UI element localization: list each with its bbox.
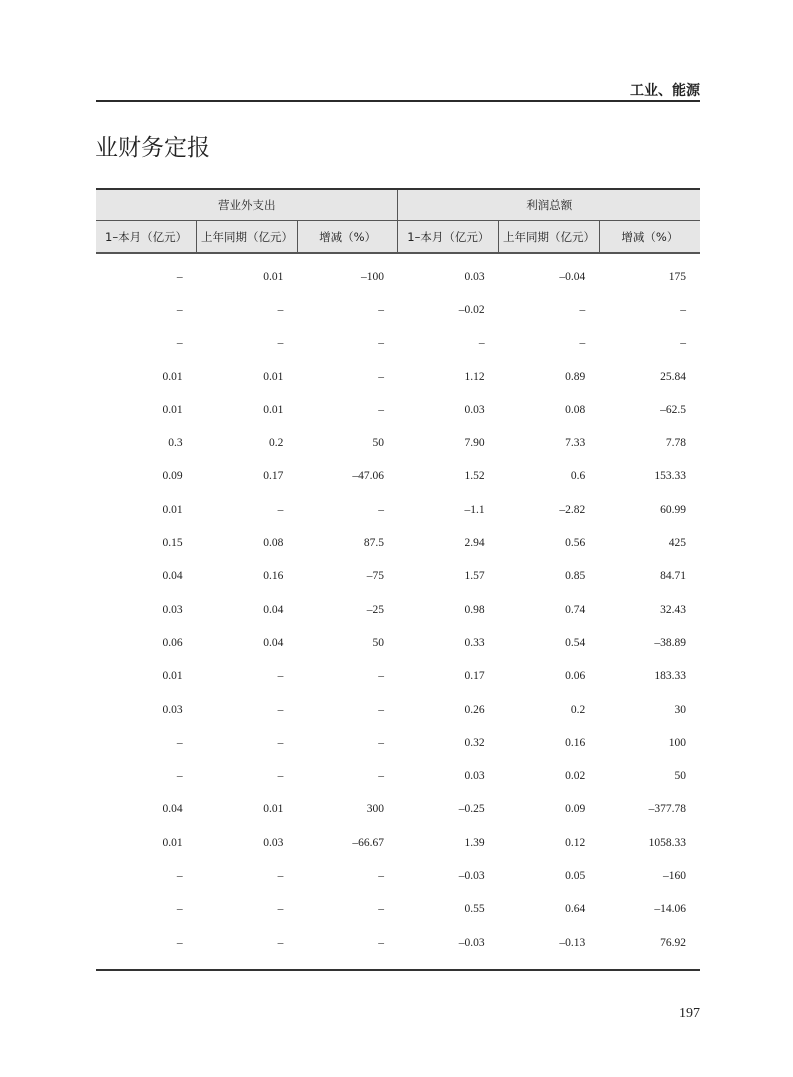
column-header: 上年同期（亿元） <box>197 221 298 254</box>
table-cell: –62.5 <box>660 403 686 416</box>
table-cell: 0.16 <box>565 736 586 749</box>
table-cell: 0.08 <box>565 403 586 416</box>
table-cell: 0.32 <box>464 736 485 749</box>
table-cell: – <box>579 303 586 316</box>
table-cell: –47.06 <box>352 470 384 483</box>
table-row <box>96 360 700 393</box>
table-cell: 1058.33 <box>648 836 686 849</box>
table-cell: 7.33 <box>565 437 586 450</box>
table-cell: 1.12 <box>464 370 485 383</box>
table-cell: – <box>277 703 284 716</box>
table-cell: 84.71 <box>660 570 686 583</box>
table-cell: –0.13 <box>559 936 586 949</box>
table-row <box>96 759 700 792</box>
table-row <box>96 826 700 859</box>
table-cell: 0.56 <box>565 537 586 550</box>
table-cell: 1.57 <box>464 570 485 583</box>
column-header: 上年同期（亿元） <box>499 221 600 254</box>
table-cell: – <box>176 736 183 749</box>
table-cell: – <box>277 936 284 949</box>
table-cell: 0.01 <box>263 403 284 416</box>
table-cell: – <box>378 903 384 916</box>
table-cell: 2.94 <box>464 537 485 550</box>
table-cell: 0.2 <box>268 437 284 450</box>
table-cell: – <box>378 337 384 350</box>
table-cell: 0.03 <box>263 836 284 849</box>
table-cell: – <box>378 936 384 949</box>
table-cell: 0.01 <box>162 836 183 849</box>
table-cell: – <box>378 703 384 716</box>
table-cell: 0.55 <box>464 903 485 916</box>
table-cell: 183.33 <box>654 670 686 683</box>
running-head: 工业、能源 <box>630 83 700 99</box>
column-header: 增减（%） <box>297 221 398 254</box>
table-cell: 0.01 <box>162 670 183 683</box>
table-cell: – <box>680 337 686 350</box>
table-row <box>96 526 700 559</box>
group-header-total-profit: 利润总额 <box>398 189 700 221</box>
table-cell: –75 <box>366 570 384 583</box>
table-cell: 87.5 <box>363 537 384 550</box>
financial-table <box>96 188 700 959</box>
table-row <box>96 560 700 593</box>
table-cell: 0.2 <box>570 703 586 716</box>
table-cell: 0.01 <box>162 503 183 516</box>
table-cell: – <box>579 337 586 350</box>
table-cell: –0.03 <box>458 869 485 882</box>
table-cell: 0.02 <box>565 770 586 783</box>
table-cell: 0.33 <box>464 636 485 649</box>
table-row <box>96 426 700 459</box>
table-cell: 50 <box>674 770 686 783</box>
table-cell: – <box>176 770 183 783</box>
table-cell: 300 <box>366 803 384 816</box>
table-row <box>96 393 700 426</box>
table-cell: 7.90 <box>464 437 485 450</box>
table-row <box>96 793 700 826</box>
page-number: 197 <box>679 1006 700 1021</box>
table-cell: – <box>176 903 183 916</box>
table-cell: – <box>277 303 284 316</box>
table-cell: 0.74 <box>565 603 586 616</box>
page-title: 业财务定报 <box>95 135 210 161</box>
table-cell: 0.08 <box>263 537 284 550</box>
table-cell: 0.09 <box>565 803 586 816</box>
table-cell: 1.39 <box>464 836 485 849</box>
table-cell: – <box>378 736 384 749</box>
column-header-row <box>96 221 700 254</box>
table-cell: –100 <box>360 270 384 283</box>
table-cell: –377.78 <box>648 803 686 816</box>
table-cell: 0.06 <box>162 636 183 649</box>
table-cell: 0.12 <box>565 836 586 849</box>
table-cell: – <box>378 869 384 882</box>
table-cell: 0.03 <box>162 603 183 616</box>
table-cell: 0.04 <box>162 803 183 816</box>
table-row <box>96 926 700 959</box>
table-cell: 0.17 <box>263 470 284 483</box>
table-cell: – <box>176 337 183 350</box>
table-cell: 30 <box>674 703 686 716</box>
table-row <box>96 660 700 693</box>
table-cell: 175 <box>668 270 686 283</box>
table-cell: –160 <box>663 869 686 882</box>
table-cell: 0.03 <box>464 770 485 783</box>
table-cell: 0.3 <box>168 437 183 450</box>
table-cell: 0.17 <box>464 670 485 683</box>
header-rule <box>96 100 700 102</box>
table-cell: –0.25 <box>458 803 485 816</box>
table-row <box>96 253 700 293</box>
table-cell: – <box>277 337 284 350</box>
table-cell: 25.84 <box>660 370 686 383</box>
table-cell: 32.43 <box>660 603 686 616</box>
table-cell: 425 <box>668 537 686 550</box>
table-cell: – <box>378 303 384 316</box>
column-header: 增减（%） <box>599 221 700 254</box>
table-cell: 0.03 <box>464 270 485 283</box>
table-cell: 0.04 <box>263 603 284 616</box>
table-cell: 0.04 <box>162 570 183 583</box>
table-cell: 50 <box>372 636 384 649</box>
table-row <box>96 693 700 726</box>
table-cell: –1.1 <box>464 503 485 516</box>
table-row <box>96 859 700 892</box>
table-cell: 0.01 <box>263 270 284 283</box>
table-cell: 0.6 <box>570 470 586 483</box>
table-cell: –38.89 <box>654 636 686 649</box>
table-cell: 153.33 <box>654 470 686 483</box>
table-cell: 0.85 <box>565 570 586 583</box>
table-cell: 100 <box>668 736 686 749</box>
table-row <box>96 327 700 360</box>
data-table <box>96 188 700 959</box>
table-cell: – <box>277 503 284 516</box>
table-cell: 0.98 <box>464 603 485 616</box>
table-cell: 0.54 <box>565 636 586 649</box>
table-cell: – <box>478 337 485 350</box>
table-bottom-rule <box>96 969 700 971</box>
table-cell: 0.03 <box>464 403 485 416</box>
table-cell: 0.05 <box>565 869 586 882</box>
table-row <box>96 893 700 926</box>
table-cell: 7.78 <box>665 437 686 450</box>
table-row <box>96 293 700 326</box>
group-header-row <box>96 189 700 221</box>
table-body <box>96 253 700 959</box>
column-header: 1–本月（亿元） <box>398 221 499 254</box>
table-cell: 0.01 <box>263 370 284 383</box>
table-cell: – <box>680 303 686 316</box>
table-cell: –25 <box>366 603 384 616</box>
table-row <box>96 626 700 659</box>
table-cell: 0.15 <box>162 537 183 550</box>
table-cell: 0.06 <box>565 670 586 683</box>
table-cell: – <box>277 736 284 749</box>
table-cell: – <box>378 670 384 683</box>
table-cell: 0.89 <box>565 370 586 383</box>
table-cell: – <box>378 370 384 383</box>
table-row <box>96 593 700 626</box>
table-cell: – <box>378 770 384 783</box>
table-cell: –14.06 <box>654 903 686 916</box>
table-cell: 0.09 <box>162 470 183 483</box>
table-cell: – <box>277 869 284 882</box>
table-cell: 76.92 <box>660 936 686 949</box>
table-cell: 50 <box>372 437 384 450</box>
group-header-non-operating-expenses: 营业外支出 <box>96 189 398 221</box>
table-cell: – <box>277 670 284 683</box>
table-cell: 0.64 <box>565 903 586 916</box>
table-cell: –0.02 <box>458 303 485 316</box>
table-cell: – <box>277 903 284 916</box>
column-header: 1–本月（亿元） <box>96 221 197 254</box>
table-cell: – <box>378 403 384 416</box>
table-row <box>96 493 700 526</box>
table-cell: – <box>176 936 183 949</box>
table-cell: 0.01 <box>162 403 183 416</box>
table-cell: – <box>277 770 284 783</box>
table-cell: 0.03 <box>162 703 183 716</box>
table-row <box>96 460 700 493</box>
table-cell: – <box>176 303 183 316</box>
table-cell: 0.16 <box>263 570 284 583</box>
table-cell: 0.01 <box>263 803 284 816</box>
table-cell: 1.52 <box>464 470 485 483</box>
table-cell: –66.67 <box>352 836 384 849</box>
table-cell: 60.99 <box>660 503 686 516</box>
table-cell: –2.82 <box>559 503 586 516</box>
table-cell: 0.04 <box>263 636 284 649</box>
table-cell: –0.03 <box>458 936 485 949</box>
table-cell: –0.04 <box>559 270 586 283</box>
table-row <box>96 726 700 759</box>
table-cell: 0.01 <box>162 370 183 383</box>
table-cell: – <box>176 869 183 882</box>
table-cell: 0.26 <box>464 703 485 716</box>
table-cell: – <box>176 270 183 283</box>
table-cell: – <box>378 503 384 516</box>
